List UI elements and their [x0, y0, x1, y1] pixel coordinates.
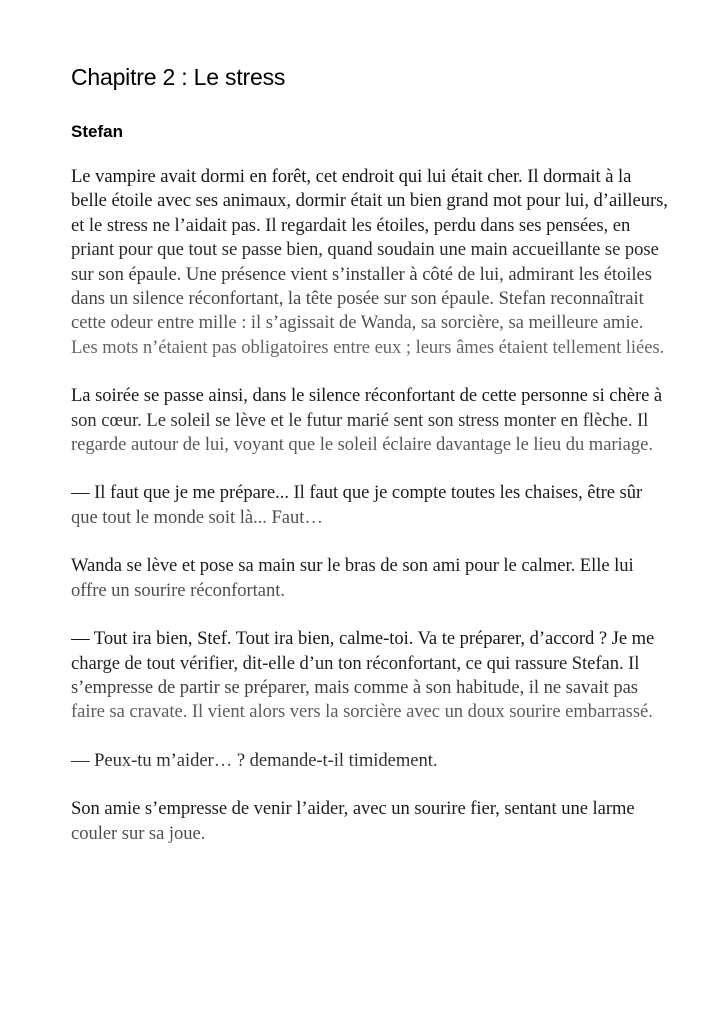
- chapter-title: Chapitre 2 : Le stress: [71, 64, 286, 90]
- page-content: [71, 60, 671, 870]
- paragraph: La soirée se passe ainsi, dans le silence réconfortant de cette personne si chère à son cœur. Le soleil se lève et le futur marié sent son stress monter en flèche. Il regarde autour de lui, voyant que le soleil éclaire davantage le lieu du mariage.: [71, 384, 671, 457]
- paragraph: Le vampire avait dormi en forêt, cet endroit qui lui était cher. Il dormait à la belle étoile avec ses animaux, dormir était un bien grand mot pour lui, d’ailleurs, et le stress ne l’aidait pas. Il regardait les étoiles, perdu dans ses pensées, en priant pour que tout se passe bien, quand soudain une main accueillante se pose sur son épaule. Une présence vient s’installer à côté de lui, admirant les étoiles dans un silence réconfortant, la tête posée sur son épaule. Stefan reconnaîtrait cette odeur entre mille : il s’agissait de Wanda, sa sorcière, sa meilleure amie. Les mots n’étaient pas obligatoires entre eux ; leurs âmes étaient tellement liées.: [71, 165, 671, 360]
- paragraph: — Il faut que je me prépare... Il faut que je compte toutes les chaises, être sûr que tout le monde soit là... Faut…: [71, 481, 671, 530]
- paragraph: Son amie s’empresse de venir l’aider, avec un sourire fier, sentant une larme couler sur sa joue.: [71, 797, 671, 846]
- paragraph: — Peux-tu m’aider… ? demande-t-il timidement.: [71, 749, 671, 773]
- section-title: Stefan: [71, 122, 123, 141]
- paragraph: — Tout ira bien, Stef. Tout ira bien, calme-toi. Va te préparer, d’accord ? Je me charge de tout vérifier, dit-elle d’un ton réconfortant, ce qui rassure Stefan. Il s’empresse de partir se préparer, mais comme à son habitude, il ne savait pas faire sa cravate. Il vient alors vers la sorcière avec un doux sourire embarrassé.: [71, 627, 671, 725]
- paragraph: Wanda se lève et pose sa main sur le bras de son ami pour le calmer. Elle lui offre un sourire réconfortant.: [71, 554, 671, 603]
